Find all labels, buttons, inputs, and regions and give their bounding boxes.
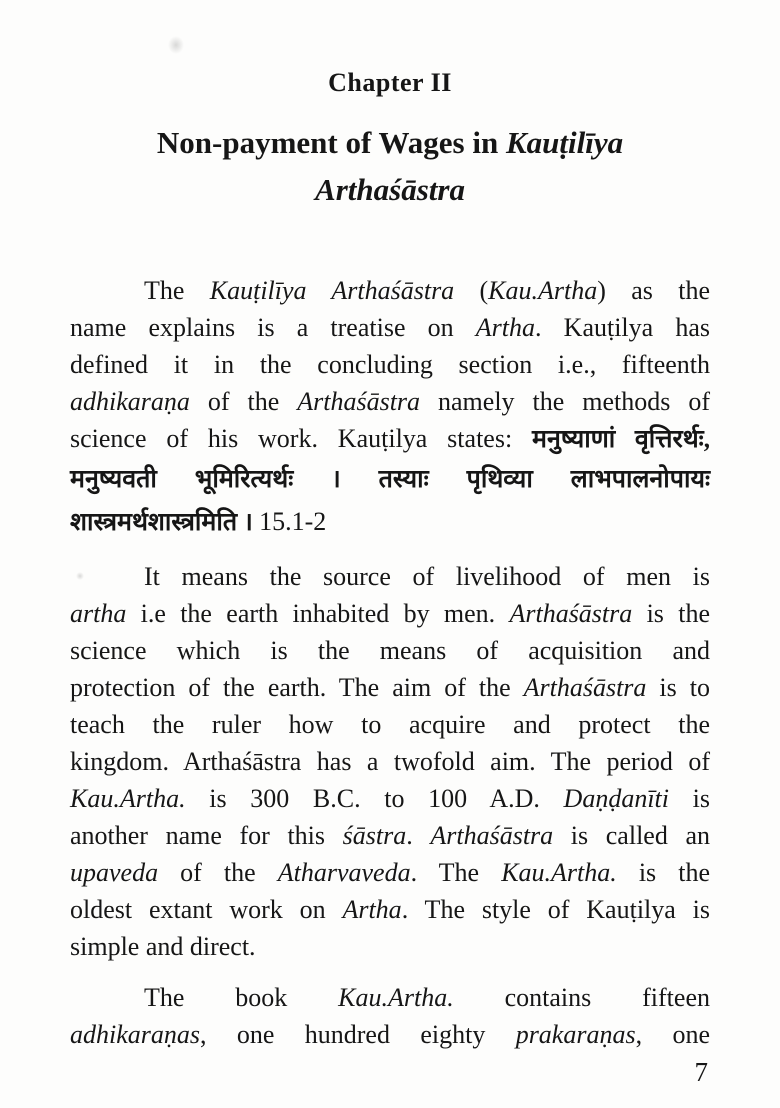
text-run: Kau.Artha. [70,784,186,813]
text-run: ) as the [597,276,710,305]
text-run: , one [635,1020,710,1049]
text-run: . Kauṭilya has [535,313,710,342]
text-run: name explains is a treatise on [70,313,476,342]
text-run: Kau.Artha [488,276,598,305]
text-run: मनुष्यवती भूमिरित्यर्थः । तस्याः पृथिव्या लाभपालनोपायः [70,466,710,493]
text-run: Arthaśāstra [315,172,465,207]
text-line [70,632,710,669]
text-run: Arthaśāstra [523,673,647,702]
text-run: The book [144,983,339,1012]
text-run: of the [189,387,298,416]
text-run: science which is the means of acquisition and [70,636,710,665]
text-run: Kau.Artha. [501,858,617,887]
text-run: another name for this [70,821,343,850]
text-line [70,706,710,743]
paragraph [70,979,710,1053]
text-line [70,272,710,309]
text-line [70,1016,710,1053]
text-run: Atharvaveda [277,858,411,887]
title-line [40,119,740,166]
text-line [70,309,710,346]
text-line [70,780,710,817]
paragraph [70,272,710,544]
text-run: śāstra [342,821,407,850]
text-run: namely the methods of [420,387,710,416]
text-line [70,817,710,854]
text-run: Kau.Artha. [338,983,454,1012]
text-line [70,669,710,706]
text-run: Daṇḍanīti [563,784,669,813]
text-run: prakaraṇas [515,1020,636,1049]
text-run: teach the ruler how to acquire and protect the [70,710,710,739]
text-run: of the [158,858,278,887]
text-line [70,979,710,1016]
page-title [40,119,740,213]
text-line [70,420,710,458]
text-run: science of his work. Kauṭilya states: [70,424,533,453]
text-run: kingdom. Arthaśāstra has a twofold aim. The period of [70,747,710,776]
text-run: . The [410,858,502,887]
text-run: ( [454,276,489,305]
text-run: It means the source of livelihood of men is [144,562,710,591]
text-run: The [144,276,210,305]
text-run: Arthaśāstra [509,599,633,628]
text-run: . The style of Kauṭilya is [401,895,710,924]
text-run: मनुष्याणां वृत्तिरर्थः, [532,426,710,453]
text-line [70,558,710,595]
scan-artifact [168,36,184,54]
text-line [70,891,710,928]
text-run: Artha [475,313,536,342]
text-line [70,458,710,501]
text-line [70,854,710,891]
text-run: Artha [342,895,402,924]
text-run: defined it in the concluding section i.e., fifteenth [70,350,710,379]
page-number: 7 [694,1057,708,1087]
text-run: Arthaśāstra [297,387,421,416]
title-line [40,166,740,213]
chapter-heading: Chapter II [328,68,452,97]
text-run: is [669,784,710,813]
text-run: upaveda [70,858,159,887]
text-run: शास्त्रमर्थशास्त्रमिति । [70,509,260,536]
text-run: is 300 B.C. to 100 A.D. [185,784,564,813]
text-run: is to [646,673,710,702]
text-line [70,595,710,632]
text-run: adhikaraṇas [70,1020,200,1049]
text-run: Kauṭilīya Arthaśāstra [209,276,455,305]
text-line [70,743,710,780]
text-run: adhikaraṇa [70,387,190,416]
text-run: is called an [553,821,710,850]
text-run: simple and direct. [70,932,256,961]
text-run: Non-payment of Wages in [156,125,506,160]
body-text [70,272,710,1053]
text-run: Arthaśāstra [430,821,554,850]
text-run: , one hundred eighty [200,1020,516,1049]
text-line [70,346,710,383]
text-line [70,501,710,544]
text-run: protection of the earth. The aim of the [70,673,524,702]
text-run: artha [70,599,127,628]
scan-artifact [76,572,84,580]
text-run: 15.1-2 [259,507,327,536]
text-run: oldest extant work on [70,895,343,924]
text-line [70,383,710,420]
paragraph [70,558,710,965]
text-run: i.e the earth inhabited by men. [126,599,510,628]
text-run: contains fifteen [453,983,710,1012]
text-run: . [406,821,431,850]
text-run: is the [632,599,710,628]
text-line [70,928,710,965]
text-run: Kauṭilīya [505,125,624,160]
text-run: is the [616,858,711,887]
